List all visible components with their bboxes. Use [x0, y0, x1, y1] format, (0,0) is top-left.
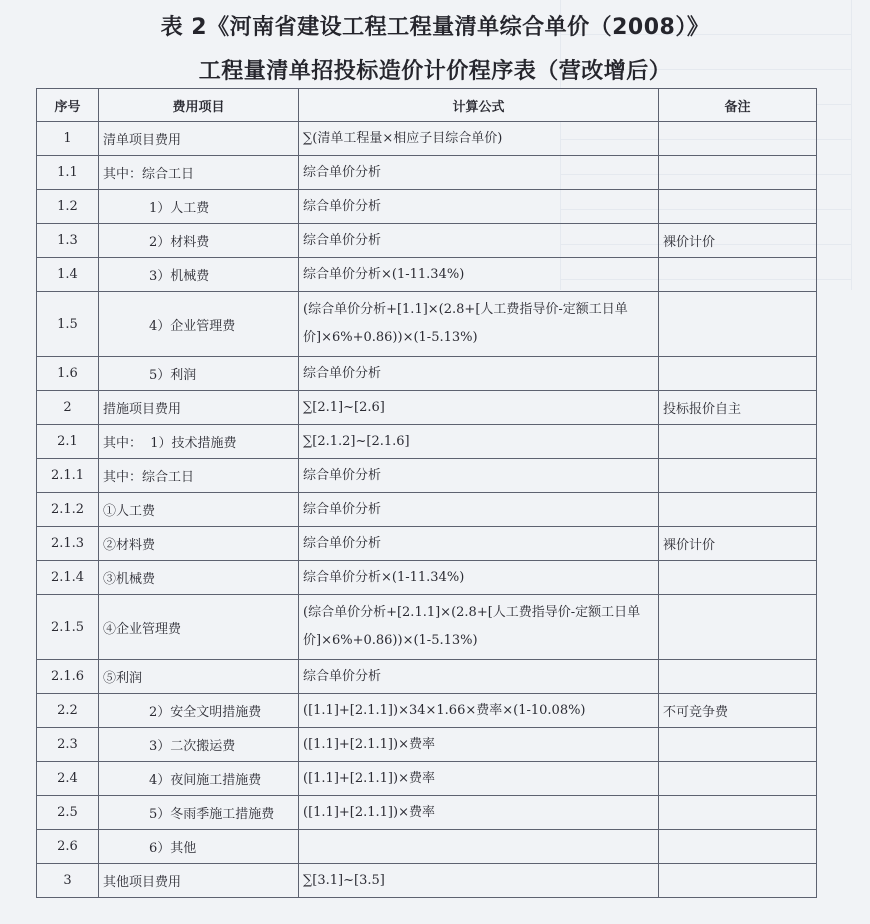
row-item: 6）其他 [99, 830, 299, 864]
table-row [37, 459, 817, 493]
table-row [37, 357, 817, 391]
row-formula: 综合单价分析 [299, 493, 659, 527]
row-formula: (综合单价分析+[1.1]×(2.8+[人工费指导价-定额工日单价]×6%+0.86))×(1-5.13%) [299, 292, 659, 357]
row-formula: ([1.1]+[2.1.1])×34×1.66×费率×(1-10.08%) [299, 694, 659, 728]
row-item: ③机械费 [99, 561, 299, 595]
row-formula: ∑(清单工程量×相应子目综合单价) [299, 122, 659, 156]
row-seq: 2.1 [37, 425, 99, 459]
row-formula: ([1.1]+[2.1.1])×费率 [299, 762, 659, 796]
row-seq: 2.1.2 [37, 493, 99, 527]
row-note: 投标报价自主 [659, 391, 817, 425]
row-formula: 综合单价分析 [299, 190, 659, 224]
row-formula: ([1.1]+[2.1.1])×费率 [299, 796, 659, 830]
row-item: 其中： 1）技术措施费 [99, 425, 299, 459]
table-row [37, 660, 817, 694]
row-note [659, 258, 817, 292]
row-note [659, 660, 817, 694]
row-seq: 1.1 [37, 156, 99, 190]
row-item: 5）冬雨季施工措施费 [99, 796, 299, 830]
row-item: 3）机械费 [99, 258, 299, 292]
row-seq: 2.6 [37, 830, 99, 864]
table-row [37, 391, 817, 425]
row-seq: 2.1.3 [37, 527, 99, 561]
table-row [37, 122, 817, 156]
table-row [37, 694, 817, 728]
table-row [37, 258, 817, 292]
row-seq: 2.3 [37, 728, 99, 762]
page-subtitle: 工程量清单招投标造价计价程序表（营改增后） [198, 59, 672, 84]
row-note [659, 190, 817, 224]
row-note [659, 728, 817, 762]
row-note [659, 561, 817, 595]
row-item: 其中：综合工日 [99, 156, 299, 190]
row-formula: 综合单价分析 [299, 660, 659, 694]
row-item: 1）人工费 [99, 190, 299, 224]
row-seq: 2 [37, 391, 99, 425]
row-item: 5）利润 [99, 357, 299, 391]
table-row [37, 728, 817, 762]
row-item: ④企业管理费 [99, 595, 299, 660]
table-row [37, 292, 817, 357]
row-item: 2）材料费 [99, 224, 299, 258]
row-note [659, 595, 817, 660]
row-seq: 2.2 [37, 694, 99, 728]
row-formula: 综合单价分析 [299, 156, 659, 190]
row-formula: ([1.1]+[2.1.1])×费率 [299, 728, 659, 762]
row-item: ⑤利润 [99, 660, 299, 694]
row-item: 2）安全文明措施费 [99, 694, 299, 728]
row-seq: 2.1.1 [37, 459, 99, 493]
table-row [37, 190, 817, 224]
row-seq: 1 [37, 122, 99, 156]
row-item: ②材料费 [99, 527, 299, 561]
row-seq: 1.6 [37, 357, 99, 391]
pricing-procedure-table [36, 88, 817, 898]
table-row [37, 796, 817, 830]
row-item: 4）企业管理费 [99, 292, 299, 357]
row-note [659, 830, 817, 864]
row-formula: (综合单价分析+[2.1.1]×(2.8+[人工费指导价-定额工日单价]×6%+0.86))×(1-5.13%) [299, 595, 659, 660]
row-note [659, 357, 817, 391]
row-item: ①人工费 [99, 493, 299, 527]
header-formula: 计算公式 [299, 89, 659, 122]
row-note: 不可竞争费 [659, 694, 817, 728]
row-note: 裸价计价 [659, 224, 817, 258]
row-formula: 综合单价分析 [299, 357, 659, 391]
row-formula: 综合单价分析 [299, 527, 659, 561]
table-row [37, 595, 817, 660]
row-note [659, 156, 817, 190]
row-formula: ∑[3.1]~[3.5] [299, 864, 659, 898]
header-seq: 序号 [37, 89, 99, 122]
table-row [37, 762, 817, 796]
row-formula: ∑[2.1]~[2.6] [299, 391, 659, 425]
row-note [659, 425, 817, 459]
header-item: 费用项目 [99, 89, 299, 122]
row-seq: 2.1.4 [37, 561, 99, 595]
row-note [659, 762, 817, 796]
row-formula [299, 830, 659, 864]
row-seq: 1.3 [37, 224, 99, 258]
row-note [659, 493, 817, 527]
row-note [659, 292, 817, 357]
row-seq: 1.5 [37, 292, 99, 357]
row-formula: 综合单价分析×(1-11.34%) [299, 561, 659, 595]
row-formula: ∑[2.1.2]~[2.1.6] [299, 425, 659, 459]
table-row [37, 493, 817, 527]
row-note [659, 796, 817, 830]
row-item: 其他项目费用 [99, 864, 299, 898]
row-formula: 综合单价分析 [299, 459, 659, 493]
row-note: 裸价计价 [659, 527, 817, 561]
row-seq: 2.5 [37, 796, 99, 830]
table-row [37, 561, 817, 595]
page-title: 表 2《河南省建设工程工程量清单综合单价（2008）》 [160, 15, 710, 40]
row-item: 4）夜间施工措施费 [99, 762, 299, 796]
row-item: 清单项目费用 [99, 122, 299, 156]
row-note [659, 122, 817, 156]
row-seq: 1.4 [37, 258, 99, 292]
row-note [659, 864, 817, 898]
header-note: 备注 [659, 89, 817, 122]
table-row [37, 527, 817, 561]
row-formula: 综合单价分析×(1-11.34%) [299, 258, 659, 292]
row-note [659, 459, 817, 493]
row-seq: 1.2 [37, 190, 99, 224]
table-row [37, 864, 817, 898]
table-row [37, 224, 817, 258]
row-item: 措施项目费用 [99, 391, 299, 425]
table-row [37, 425, 817, 459]
row-item: 其中：综合工日 [99, 459, 299, 493]
row-seq: 2.1.5 [37, 595, 99, 660]
row-seq: 2.4 [37, 762, 99, 796]
table-header-row [37, 89, 817, 122]
table-row [37, 830, 817, 864]
row-seq: 2.1.6 [37, 660, 99, 694]
table-row [37, 156, 817, 190]
row-formula: 综合单价分析 [299, 224, 659, 258]
row-seq: 3 [37, 864, 99, 898]
row-item: 3）二次搬运费 [99, 728, 299, 762]
